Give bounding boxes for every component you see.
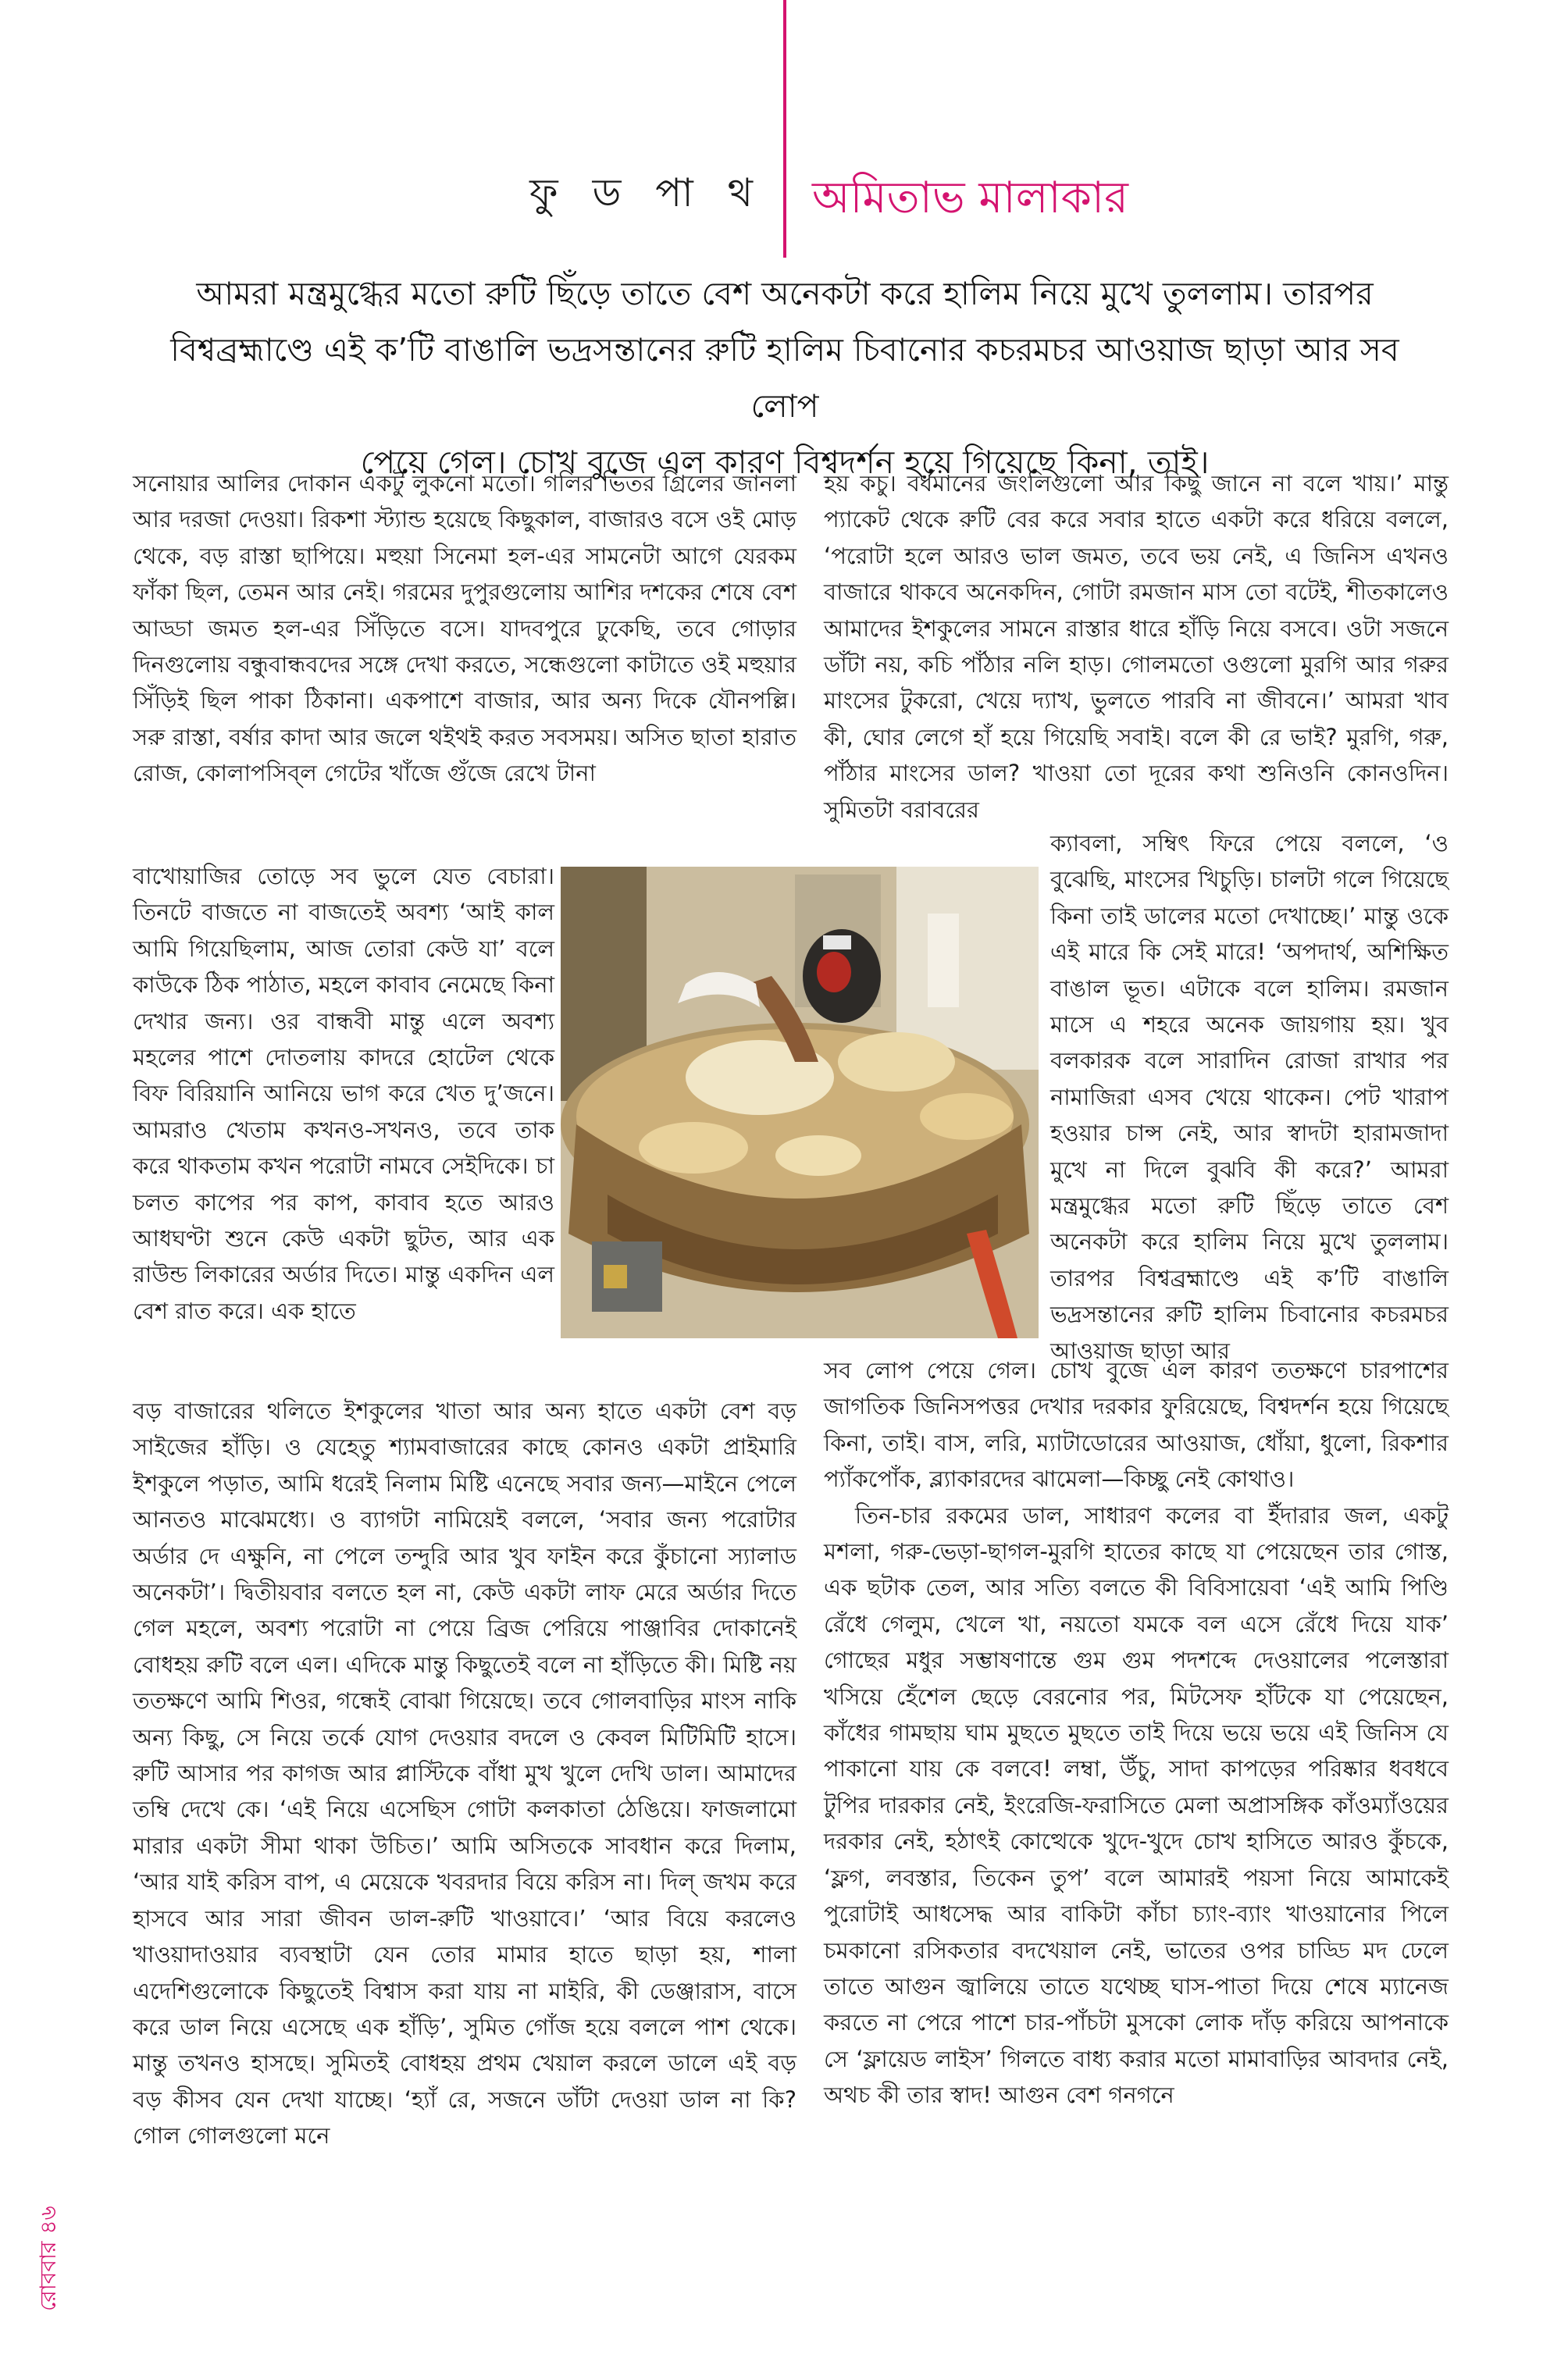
pullquote-line: বিশ্বব্রহ্মাণ্ডে এই ক’টি বাঙালি ভদ্রসন্তানের রুটি হালিম চিবানোর কচরমচর আওয়াজ ছাড়া আর সব লোপ — [170, 331, 1399, 425]
paragraph: ক্যাবলা, সম্বিৎ ফিরে পেয়ে বললে, ‘ও বুঝেছি, মাংসের খিচুড়ি। চালটা গলে গিয়েছে কিনা তাই ডালের মতো দেখাচ্ছে।’ মান্তু ওকে এই মারে কি সেই মারে! ‘অপদার্থ, অশিক্ষিত বাঙাল ভূত। এটাকে বলে হালিম। রমজান মাসে এ শহরে অনেক জায়গায় হয়। খুব বলকারক বলে সারাদিন রোজা রাখার পর নামাজিরা এসব খেয়ে থাকেন। পেট খারাপ হওয়ার চান্স নেই, আর স্বাদটা হারামজাদা মুখে না দিলে বুঝবি কী করে?’ আমরা মন্ত্রমুগ্ধের মতো রুটি ছিঁড়ে তাতে বেশ অনেকটা করে হালিম নিয়ে মুখে তুললাম। তারপর বিশ্বব্রহ্মাণ্ডে এই ক’টি বাঙালি ভদ্রসন্তানের রুটি হালিম চিবানোর কচরমচর আওয়াজ ছাড়া আর — [1050, 830, 1449, 1364]
paragraph: বড় বাজারের থলিতে ইশকুলের খাতা আর অন্য হাতে একটা বেশ বড় সাইজের হাঁড়ি। ও যেহেতু শ্যামবাজারের কাছে কোনও একটা প্রাইমারি ইশকুলে পড়াত, আমি ধরেই নিলাম মিষ্টি এনেছে সবার জন্য—মাইনে পেলে আনতও মাঝেমধ্যে। ও ব্যাগটা নামিয়েই বললে, ‘সবার জন্য পরোটার অর্ডার দে এক্ষুনি, না পেলে তন্দুরি আর খুব ফাইন করে কুঁচানো স্যালাড অনেকটা’। দ্বিতীয়বার বলতে হল না, কেউ একটা লাফ মেরে অর্ডার দিতে গেল মহলে, অবশ্য পরোটা না পেয়ে ব্রিজ পেরিয়ে পাঞ্জাবির দোকানেই বোধহয় রুটি বলে এল। এদিকে মান্তু কিছুতেই বলে না হাঁড়িতে কী। মিষ্টি নয় ততক্ষণে আমি শিওর, গন্ধেই বোঝা গিয়েছে। তবে গোলবাড়ির মাংস নাকি অন্য কিছু, সে নিয়ে তর্কে যোগ দেওয়ার বদলে ও কেবল মিটিমিটি হাসে। রুটি আসার পর কাগজ আর প্লাস্টিকে বাঁধা মুখ খুলে দেখি ডাল। আমাদের তম্বি দেখে কে। ‘এই নিয়ে এসেছিস গোটা কলকাতা ঠেঙিয়ে। ফাজলামো মারার একটা সীমা থাকা উচিত।’ আমি অসিতকে সাবধান করে দিলাম, ‘আর যাই করিস বাপ, এ মেয়েকে খবরদার বিয়ে করিস না। দিল্‌ জখম করে হাসবে আর সারা জীবন ডাল-রুটি খাওয়াবে।’ ‘আর বিয়ে করলেও খাওয়াদাওয়ার ব্যবস্থাটা যেন তোর মামার হাতে ছাড়া হয়, শালা এদেশিগুলোকে কিছুতেই বিশ্বাস করা যায় না মাইরি, কী ডেঞ্জারাস, বাসে করে ডাল নিয়ে এসেছে এক হাঁড়ি’, সুমিত গোঁজ হয়ে বললে পাশ থেকে। মান্তু তখনও হাসছে। সুমিতই বোধহয় প্রথম খেয়াল করলে ডালে এই বড় বড় কীসব যেন দেখা যাচ্ছে। ‘হ্যাঁ রে, সজনে ডাঁটা দেওয়া ডাল না কি? গোল গোলগুলো মনে — [133, 1398, 796, 2150]
pullquote-line: পেয়ে গেল। চোখ বুজে এল কারণ বিশ্বদর্শন হয়ে গিয়েছে কিনা, তাই। — [360, 443, 1210, 481]
header — [0, 164, 1568, 242]
article-right-column-top — [824, 465, 1449, 828]
pullquote-line: আমরা মন্ত্রমুগ্ধের মতো রুটি ছিঁড়ে তাতে বেশ অনেকটা করে হালিম নিয়ে মুখে তুললাম। তারপর — [196, 275, 1374, 312]
article-right-column-wrap — [1050, 825, 1449, 1369]
article-photo-paratha-griddle — [561, 867, 1039, 1338]
article-left-column-bottom — [133, 1393, 796, 2154]
paragraph: বাখোয়াজির তোড়ে সব ভুলে যেত বেচারা। তিনটে বাজতে না বাজতেই অবশ্য ‘আই কাল আমি গিয়েছিলাম, আজ তোরা কেউ যা’ বলে কাউকে ঠিক পাঠাত, মহলে কাবাব নেমেছে কিনা দেখার জন্য। ওর বান্ধবী মান্তু এলে অবশ্য মহলের পাশে দোতলায় কাদরে হোটেল থেকে বিফ বিরিয়ানি আনিয়ে ভাগ করে খেত দু’জনে। আমরাও খেতাম কখনও-সখনও, তবে তাক করে থাকতাম কখন পরোটা নামবে সেইদিকে। চা চলত কাপের পর কাপ, কাবাব হতে আরও আধঘণ্টা শুনে কেউ একটা ছুটত, আর এক রাউন্ড লিকারের অর্ডার দিতে। মান্তু একদিন এল বেশ রাত করে। এক হাতে — [133, 863, 554, 1324]
article-left-column-top — [133, 465, 796, 792]
photo-illustration — [561, 867, 1039, 1338]
paragraph: হয় কচু। বর্ধমানের জংলিগুলো আর কিছু জানে না বলে খায়।’ মান্তু প্যাকেট থেকে রুটি বের করে সবার হাতে একটা করে ধরিয়ে বললে, ‘পরোটা হলে আরও ভাল জমত, তবে ভয় নেই, এ জিনিস এখনও বাজারে থাকবে অনেকদিন, গোটা রমজান মাস তো বটেই, শীতকালেও আমাদের ইশকুলের সামনে রাস্তার ধারে হাঁড়ি নিয়ে বসবে। ওটা সজনে ডাঁটা নয়, কচি পাঁঠার নলি হাড়। গোলমতো ওগুলো মুরগি আর গরুর মাংসের টুকরো, খেয়ে দ্যাখ, ভুলতে পারবি না জীবনে।’ আমরা খাব কী, ঘোর লেগে হাঁ হয়ে গিয়েছি সবাই। বলে কী রে ভাই? মুরগি, গরু, পাঁঠার মাংসের ডাল? খাওয়া তো দূরের কথা শুনিওনি কোনওদিন। সুমিতটা বরাবরের — [824, 470, 1449, 823]
folio-text: রোববার ৪৬ — [35, 2206, 61, 2311]
page-folio — [31, 2202, 78, 2358]
article-right-column-bottom — [824, 1352, 1449, 2114]
paragraph: সনোয়ার আলির দোকান একটু লুকনো মতো। গলির ভিতর গ্রিলের জানলা আর দরজা দেওয়া। রিকশা স্ট্যান্ড হয়েছে কিছুকাল, বাজারও বসে ওই মোড় থেকে, বড় রাস্তা ছাপিয়ে। মহুয়া সিনেমা হল-এর সামনেটা আগে যেরকম ফাঁকা ছিল, তেমন আর নেই। গরমের দুপুরগুলোয় আশির দশকের শেষে বেশ আড্ডা জমত হল-এর সিঁড়িতে বসে। যাদবপুরে ঢুকেছি, তবে গোড়ার দিনগুলোয় বন্ধুবান্ধবদের সঙ্গে দেখা করতে, সন্ধেগুলো কাটাতে ওই মহুয়ার সিঁড়িই ছিল পাকা ঠিকানা। একপাশে বাজার, আর অন্য দিকে যৌনপল্লি। সরু রাস্তা, বর্ষার কাদা আর জলে থইথই করত সবসময়। অসিত ছাতা হারাত রোজ, কোলাপসিব্‌ল গেটের খাঁজে গুঁজে রেখে টানা — [133, 470, 796, 787]
pullquote — [141, 265, 1429, 490]
paragraph: সব লোপ পেয়ে গেল। চোখ বুজে এল কারণ ততক্ষণে চারপাশের জাগতিক জিনিসপত্তর দেখার দরকার ফুরিয়েছে, বিশ্বদর্শন হয়ে গিয়েছে কিনা, তাই। বাস, লরি, ম্যাটাডোরের আওয়াজ, ধোঁয়া, ধুলো, রিকশার প্যাঁকপোঁক, ব্ল্যাকারদের ঝামেলা—কিচ্ছু নেই কোথাও। — [824, 1357, 1449, 1493]
article-left-column-wrap — [133, 858, 554, 1329]
paragraph: তিন-চার রকমের ডাল, সাধারণ কলের বা ইঁদারার জল, একটু মশলা, গরু-ভেড়া-ছাগল-মুরগি হাতের কাছে যা পেয়েছেন তার গোস্ত, এক ছটাক তেল, আর সত্যি বলতে কী বিবিসায়েবা ‘এই আমি পিণ্ডি রেঁধে গেলুম, খেলে খা, নয়তো যমকে বল এসে রেঁধে দিয়ে যাক’ গোছের মধুর সম্ভাষণান্তে গুম গুম পদশব্দে দেওয়ালের পলেস্তারা খসিয়ে হেঁশেল ছেড়ে বেরনোর পর, মিটসেফ হাঁটকে যা পেয়েছেন, কাঁধের গামছায় ঘাম মুছতে মুছতে তাই দিয়ে ভয়ে ভয়ে এই জিনিস যে পাকানো যায় কে বলবে! লম্বা, উঁচু, সাদা কাপড়ের পরিষ্কার ধবধবে টুপির দারকার নেই, ইংরেজি-ফরাসিতে মেলা অপ্রাসঙ্গিক কাঁওম্যাঁওয়ের দরকার নেই, হঠাৎই কোত্থেকে খুদে-খুদে চোখ হাসিতে আরও কুঁচকে, ‘ফ্লগ, লবস্তার, তিকেন তুপ’ বলে আমারই পয়সা নিয়ে আমাকেই পুরোটাই আধসেদ্ধ আর বাকিটা কাঁচা চ্যাং-ব্যাং খাওয়ানোর পিলে চমকানো রসিকতার বদখেয়াল নেই, ভাতের ওপর চাড্ডি মদ ঢেলে তাতে আগুন জ্বালিয়ে তাতে যথেচ্ছ ঘাস-পাতা দিয়ে শেষে ম্যানেজ করতে না পেরে পাশে চার-পাঁচটা মুসকো লোক দাঁড় করিয়ে আপনাকে সে ‘ফ্লায়েড লাইস’ গিলতে বাধ্য করার মতো মামাবাড়ির আবদার নেই, অথচ কী তার স্বাদ! আগুন বেশ গনগনে — [824, 1501, 1449, 2109]
author-name: অমিতাভ মালাকার — [812, 173, 1128, 223]
section-label: ফু ড পা থ — [529, 170, 764, 215]
